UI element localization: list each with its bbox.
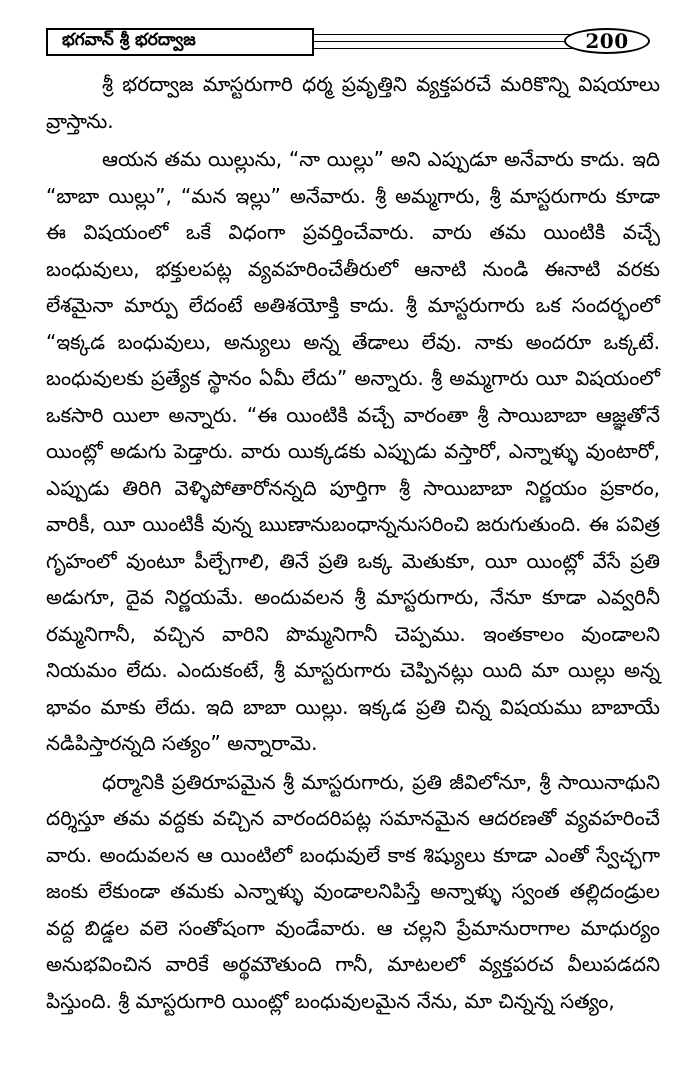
running-header xyxy=(46,28,658,58)
paragraph: ధర్మానికి ప్రతిరూపమైన శ్రీ మాస్టరుగారు, ప్రతి జీవిలోనూ, శ్రీ సాయినాథుని దర్శిస్తూ తమ వద్దకు వచ్చిన వారందరిపట్ల సమానమైన ఆదరణతో వ్యవహరించే వారు. అందువలన ఆ యింటిలో బంధువులే కాక శిష్యులు కూడా ఎంతో స్వేచ్ఛగా జంకు లేకుండా తమకు ఎన్నాళ్ళు వుండాలనిపిస్తే అన్నాళ్ళు స్వంత తల్లిదండ్రుల వద్ద బిడ్డల వలె సంతోషంగా వుండేవారు. ఆ చల్లని ప్రేమానురాగాల మాధుర్యం అనుభవించిన వారికే అర్థమౌతుంది గానీ, మాటలలో వ్యక్తపరచ వీలుపడదని పిస్తుంది. శ్రీ మాస్టరుగారి యింట్లో బంధువులమైన నేను, మా చిన్నన్న సత్యం, xyxy=(46,769,660,1013)
page-number: 200 xyxy=(564,28,650,54)
paragraph: శ్రీ భరద్వాజ మాస్టరుగారి ధర్మ ప్రవృత్తిని వ్యక్తపరచే మరికొన్ని విషయాలు వ్రాస్తాను. xyxy=(46,72,660,133)
header-rule xyxy=(314,48,614,49)
page-body xyxy=(46,66,660,1019)
paragraph: ఆయన తమ యిల్లును, “నా యిల్లు” అని ఎప్పుడూ అనేవారు కాదు. ఇది “బాబా యిల్లు”, “మన ఇల్లు” అనేవారు. శ్రీ అమ్మగారు, శ్రీ మాస్టరుగారు కూడా ఈ విషయంలో ఒకే విధంగా ప్రవర్తించేవారు. వారు తమ యింటికి వచ్చే బంధువులు, భక్తులపట్ల వ్యవహరించేతీరులో ఆనాటి నుండి ఈనాటి వరకు లేశమైనా మార్పు లేదంటే అతిశయోక్తి కాదు. శ్రీ మాస్టరుగారు ఒక సందర్భంలో “ఇక్కడ బంధువులు, అన్యులు అన్న తేడాలు లేవు. నాకు అందరూ ఒక్కటే. బంధువులకు ప్రత్యేక స్థానం ఏమీ లేదు” అన్నారు. శ్రీ అమ్మగారు యీ విషయంలో ఒకసారి యిలా అన్నారు. “ఈ యింటికి వచ్చే వారంతా శ్రీ సాయిబాబా ఆజ్ఞతోనే యింట్లో అడుగు పెడ్తారు. వారు యిక్కడకు ఎప్పుడు వస్తారో, ఎన్నాళ్ళు వుంటారో, ఎప్పుడు తిరిగి వెళ్ళిపోతారోనన్నది పూర్తిగా శ్రీ సాయిబాబా నిర్ణయం ప్రకారం, వారికీ, యీ యింటికీ వున్న ఋణానుబంధాన్ననుసరించి జరుగుతుంది. ఈ పవిత్ర గృహంలో వుంటూ పీల్చేగాలి, తినే ప్రతి ఒక్క మెతుకూ, యీ యింట్లో వేసే ప్రతి అడుగూ, దైవ నిర్ణయమే. అందువలన శ్రీ మాస్టరుగారు, నేనూ కూడా ఎవ్వరినీ రమ్మనిగానీ, వచ్చిన వారిని పొమ్మనిగానీ చెప్పము. ఇంతకాలం వుండాలని నియమం లేదు. ఎందుకంటే, శ్రీ మాస్టరుగారు చెప్పినట్లు యిది మా యిల్లు అన్న భావం మాకు లేదు. ఇది బాబా యిల్లు. ఇక్కడ ప్రతి చిన్న విషయము బాబాయే నడిపిస్తారన్నది సత్యం” అన్నారామె. xyxy=(46,147,660,755)
book-title: భగవాన్ శ్రీ భరద్వాజ xyxy=(46,28,314,56)
